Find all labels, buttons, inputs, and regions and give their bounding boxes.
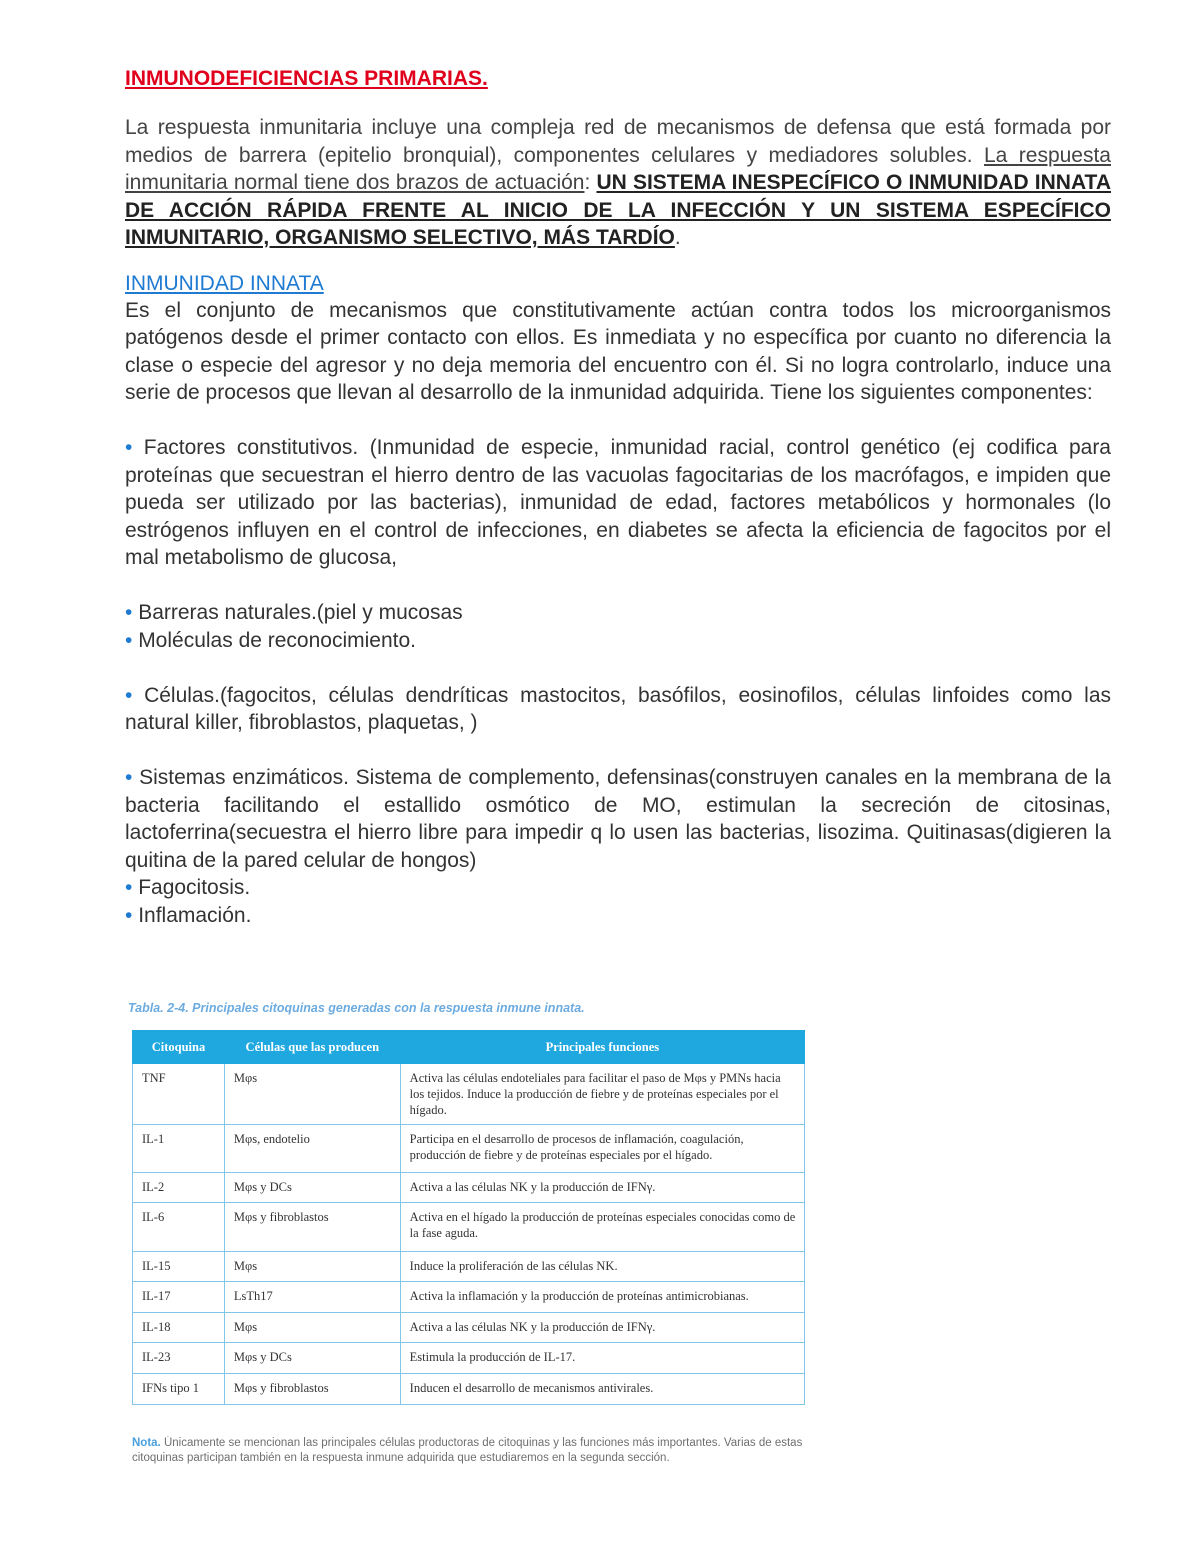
- bullet-text: Moléculas de reconocimiento.: [132, 628, 417, 652]
- bullet-barreras-naturales: [125, 599, 1111, 627]
- cell-celulas: LsTh17: [224, 1282, 400, 1313]
- bullet-dot-icon: •: [125, 601, 133, 624]
- table-note: [132, 1436, 810, 1466]
- table-row: [133, 1064, 805, 1125]
- bullet-text: Sistemas enzimáticos. Sistema de complemento, defensinas(construyen canales en la membrana de la bacteria facilitando el estallido osmótico de MO, estimulan la secreción de citosinas, lactoferrina(secuestra el hierro libre para impedir q lo usen las bacterias, lisozima. Quitinasas(digieren la quitina de la pared celular de hongos): [125, 766, 1111, 872]
- cell-celulas: Mφs y DCs: [224, 1343, 400, 1374]
- cell-citoquina: IL-15: [133, 1252, 225, 1282]
- bullet-text: Inflamación.: [132, 903, 252, 927]
- bullet-text: Factores constitutivos. (Inmunidad de especie, inmunidad racial, control genético (ej codifica para proteínas que secuestran el hierro dentro de las vacuolas fagocitarias de los macrófagos, e impiden que pueda ser utilizado por las bacterias), inmunidad de edad, factores metabólicos y hormonales (lo estrógenos influyen en el control de infecciones, en diabetes se afecta la eficiencia de fagocitos por el mal metabolismo de glucosa,: [125, 436, 1111, 569]
- header-funciones: Principales funciones: [400, 1031, 804, 1064]
- bullet-factores-constitutivos: [125, 434, 1111, 572]
- cell-funciones: Inducen el desarrollo de mecanismos antivirales.: [400, 1374, 804, 1405]
- intro-emphasis-text: UN SISTEMA INESPECÍFICO O INMUNIDAD INNATA DE ACCIÓN RÁPIDA FRENTE AL INICIO DE LA INFECCIÓN Y UN SISTEMA ESPECÍFICO INMUNITARIO, ORGANISMO SELECTIVO, MÁS TARDÍO: [125, 171, 1111, 249]
- cell-celulas: Mφs y DCs: [224, 1173, 400, 1203]
- bullet-moleculas-reconocimiento: [125, 627, 1111, 655]
- cell-funciones: Activa a las células NK y la producción de IFNγ.: [400, 1313, 804, 1343]
- bullet-dot-icon: •: [125, 876, 133, 899]
- document-title: INMUNODEFICIENCIAS PRIMARIAS.: [125, 67, 488, 90]
- cell-funciones: Participa en el desarrollo de procesos de inflamación, coagulación, producción de fiebre y de proteínas especiales por el hígado.: [400, 1125, 804, 1173]
- cell-funciones: Activa la inflamación y la producción de proteínas antimicrobianas.: [400, 1282, 804, 1313]
- table-row: [133, 1203, 805, 1252]
- intro-text: La respuesta inmunitaria incluye una compleja red de mecanismos de defensa que está formada por medios de barrera (epitelio bronquial), componentes celulares y mediadores solubles.: [125, 116, 1111, 167]
- table-row: [133, 1374, 805, 1405]
- cell-celulas: Mφs: [224, 1252, 400, 1282]
- cell-celulas: Mφs y fibroblastos: [224, 1203, 400, 1252]
- cell-funciones: Activa en el hígado la producción de proteínas especiales conocidas como de la fase aguda.: [400, 1203, 804, 1252]
- innate-immunity-paragraph: Es el conjunto de mecanismos que constitutivamente actúan contra todos los microorganismos patógenos desde el primer contacto con ellos. Es inmediata y no específica por cuanto no diferencia la clase o especie del agresor y no deja memoria del encuentro con él. Si no logra controlarlo, induce una serie de procesos que llevan al desarrollo de la inmunidad adquirida. Tiene los siguientes componentes:: [125, 298, 1111, 404]
- table-row: [133, 1343, 805, 1374]
- table-header-row: [133, 1031, 805, 1064]
- bullet-dot-icon: •: [125, 683, 133, 707]
- cell-citoquina: IL-18: [133, 1313, 225, 1343]
- cell-citoquina: IFNs tipo 1: [133, 1374, 225, 1405]
- cell-citoquina: TNF: [133, 1064, 225, 1125]
- cell-funciones: Estimula la producción de IL-17.: [400, 1343, 804, 1374]
- bullet-celulas: [125, 682, 1111, 737]
- bullet-sistemas-enzimaticos: [125, 764, 1111, 874]
- cell-celulas: Mφs: [224, 1064, 400, 1125]
- bullet-text: Barreras naturales.(piel y mucosas: [132, 601, 463, 624]
- cell-funciones: Induce la proliferación de las células NK.: [400, 1252, 804, 1282]
- cell-citoquina: IL-1: [133, 1125, 225, 1173]
- bullet-text: Células.(fagocitos, células dendríticas mastocitos, basófilos, eosinofilos, células linfoides como las natural killer, fibroblastos, plaquetas, ): [125, 683, 1111, 734]
- intro-colon: :: [584, 171, 597, 194]
- cytokine-table: [132, 1030, 805, 1405]
- cell-funciones: Activa a las células NK y la producción de IFNγ.: [400, 1173, 804, 1203]
- document-body: [125, 66, 1111, 929]
- note-label: Nota.: [132, 1437, 161, 1449]
- intro-end: .: [674, 226, 681, 249]
- bullet-text: Fagocitosis.: [132, 876, 251, 899]
- table-row: [133, 1313, 805, 1343]
- cell-celulas: Mφs, endotelio: [224, 1125, 400, 1173]
- table-row: [133, 1252, 805, 1282]
- cell-citoquina: IL-2: [133, 1173, 225, 1203]
- cytokine-table-figure: [128, 1000, 808, 1464]
- bullet-dot-icon: •: [125, 766, 133, 789]
- bullet-inflamacion: [125, 902, 1111, 930]
- intro-underlined-text: La respuesta inmunitaria normal tiene dos brazos de actuación: [125, 143, 1111, 194]
- cell-citoquina: IL-23: [133, 1343, 225, 1374]
- table-caption: Tabla. 2-4. Principales citoquinas generadas con la respuesta inmune innata.: [128, 1001, 585, 1015]
- bullet-dot-icon: •: [125, 628, 133, 652]
- cell-citoquina: IL-17: [133, 1282, 225, 1313]
- cell-celulas: Mφs y fibroblastos: [224, 1374, 400, 1405]
- note-text: Únicamente se mencionan las principales células productoras de citoquinas y las funciones más importantes. Varias de estas citoquinas participan también en la respuesta inmune adquirida que estudiaremos en la segunda sección.: [132, 1437, 803, 1464]
- bullet-fagocitosis: [125, 874, 1111, 902]
- table-row: [133, 1125, 805, 1173]
- section-title-inmunidad-innata: INMUNIDAD INNATA: [125, 271, 324, 295]
- table-row: [133, 1173, 805, 1203]
- bullet-dot-icon: •: [125, 903, 133, 927]
- table-row: [133, 1282, 805, 1313]
- header-celulas: Células que las producen: [224, 1031, 400, 1064]
- header-citoquina: Citoquina: [133, 1031, 225, 1064]
- intro-paragraph: [125, 114, 1111, 252]
- cell-citoquina: IL-6: [133, 1203, 225, 1252]
- cell-funciones: Activa las células endoteliales para facilitar el paso de Mφs y PMNs hacia los tejidos. Induce la producción de fiebre y de proteínas especiales por el hígado.: [400, 1064, 804, 1125]
- bullet-dot-icon: •: [125, 436, 133, 459]
- cell-celulas: Mφs: [224, 1313, 400, 1343]
